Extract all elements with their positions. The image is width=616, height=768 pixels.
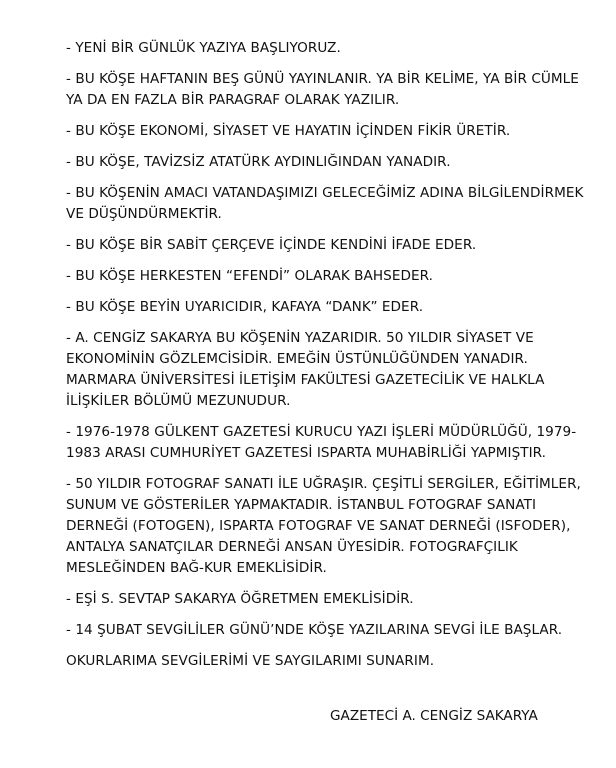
paragraph-dank: - BU KÖŞE BEYİN UYARICIDIR, KAFAYA “DANK” EDER.	[66, 299, 424, 315]
paragraph-ataturk: - BU KÖŞE, TAVİZSİZ ATATÜRK AYDINLIĞINDAN YANADIR.	[66, 154, 451, 170]
paragraph-schedule: - BU KÖŞE HAFTANIN BEŞ GÜNÜ YAYINLANIR. YA BİR KELİME, YA BİR CÜMLE YA DA EN FAZLA BİR PARAGRAF OLARAK YAZILIR.	[66, 71, 579, 108]
document-body	[66, 38, 596, 682]
paragraph-photography: - 50 YILDIR FOTOGRAF SANATI İLE UĞRAŞIR. ÇEŞİTLİ SERGİLER, EĞİTİMLER, SUNUM VE GÖSTERİLER YAPMAKTADIR. İSTANBUL FOTOGRAF SANATI DERNEĞİ (FOTOGEN), ISPARTA FOTOGRAF VE SANAT DERNEĞİ (ISFODER), ANTALYA SANATÇILAR DERNEĞİ ANSAN ÜYESİDİR. FOTOGRAFÇILIK MESLEĞİNDEN BAĞ-KUR EMEKLİSİDİR.	[66, 476, 581, 576]
paragraph-valentine: - 14 ŞUBAT SEVGİLİLER GÜNÜ’NDE KÖŞE YAZILARINA SEVGİ İLE BAŞLAR.	[66, 622, 563, 638]
paragraph-intro: - YENİ BİR GÜNLÜK YAZIYA BAŞLIYORUZ.	[66, 40, 341, 56]
paragraph-topics: - BU KÖŞE EKONOMİ, SİYASET VE HAYATIN İÇİNDEN FİKİR ÜRETİR.	[66, 123, 511, 139]
paragraph-closing: OKURLARIMA SEVGİLERİMİ VE SAYGILARIMI SUNARIM.	[66, 653, 435, 669]
signature: GAZETECİ A. CENGİZ SAKARYA	[330, 708, 538, 724]
paragraph-spouse: - EŞİ S. SEVTAP SAKARYA ÖĞRETMEN EMEKLİSİDİR.	[66, 591, 414, 607]
paragraph-purpose: - BU KÖŞENİN AMACI VATANDAŞIMIZI GELECEĞİMİZ ADINA BİLGİLENDİRMEK VE DÜŞÜNDÜRMEKTİR.	[66, 185, 584, 222]
paragraph-frame: - BU KÖŞE BİR SABİT ÇERÇEVE İÇİNDE KENDİNİ İFADE EDER.	[66, 237, 477, 253]
paragraph-author: - A. CENGİZ SAKARYA BU KÖŞENİN YAZARIDIR. 50 YILDIR SİYASET VE EKONOMİNİN GÖZLEMCİSİDİR. EMEĞİN ÜSTÜNLÜĞÜNDEN YANADIR. MARMARA ÜNİVERSİTESİ İLETİŞİM FAKÜLTESİ GAZETECİLİK VE HALKLA İLİŞKİLER BÖLÜMÜ MEZUNUDUR.	[66, 330, 545, 409]
paragraph-career: - 1976-1978 GÜLKENT GAZETESİ KURUCU YAZI İŞLERİ MÜDÜRLÜĞÜ, 1979-1983 ARASI CUMHURİYET GAZETESİ ISPARTA MUHABİRLİĞİ YAPMIŞTIR.	[66, 424, 577, 461]
paragraph-efendi: - BU KÖŞE HERKESTEN “EFENDİ” OLARAK BAHSEDER.	[66, 268, 434, 284]
